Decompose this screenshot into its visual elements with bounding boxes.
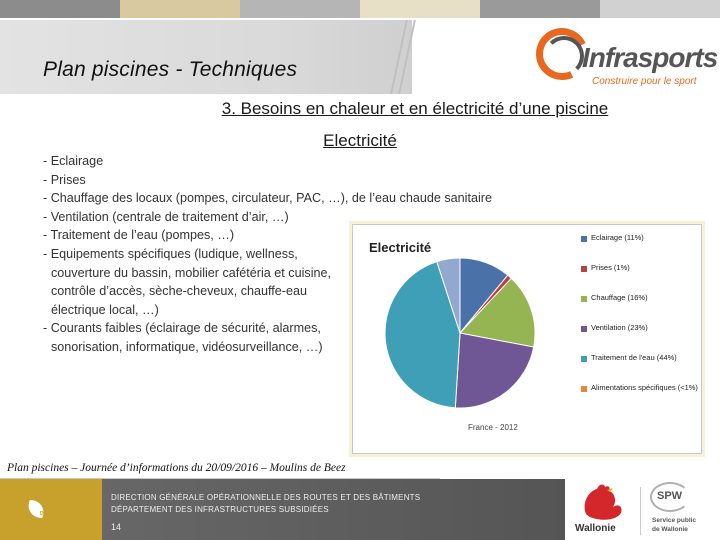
strip-segment xyxy=(0,0,120,18)
bullet-item: - Chauffage des locaux (pompes, circulateur, PAC, …), de l’eau chaude sanitaire xyxy=(43,191,492,206)
bullet-item: - Courants faibles (éclairage de sécurité, alarmes, xyxy=(43,321,321,336)
logo-brand: Infrasports xyxy=(582,42,718,73)
legend-label: Prises (1%) xyxy=(591,263,630,272)
legend-label: Eclairage (11%) xyxy=(591,233,644,242)
infrasports-logo xyxy=(520,20,720,92)
decorative-slash xyxy=(398,20,416,94)
logo-inner-ring-icon xyxy=(544,36,584,76)
legend-item xyxy=(581,353,701,383)
top-color-strip xyxy=(0,0,720,18)
legend-swatch xyxy=(581,266,587,272)
section-subheading: Electricité xyxy=(323,131,397,150)
bullet-item-continuation: électrique local, …) xyxy=(51,302,159,317)
bullet-item: - Eclairage xyxy=(43,154,104,168)
page-number: 14 xyxy=(111,522,122,532)
strip-segment xyxy=(480,0,600,18)
dgo-logo-icon xyxy=(26,499,56,523)
strip-segment xyxy=(240,0,360,18)
legend-item xyxy=(581,323,701,353)
legend-swatch xyxy=(581,386,587,392)
legend-swatch xyxy=(581,296,587,302)
chart-legend xyxy=(581,233,701,413)
strip-segment xyxy=(120,0,240,18)
chart-title: Electricité xyxy=(369,240,432,255)
legend-swatch xyxy=(581,326,587,332)
legend-label: Ventilation (23%) xyxy=(591,323,648,332)
footer-bar xyxy=(0,479,720,540)
wallonie-rooster-icon xyxy=(577,481,627,523)
legend-swatch xyxy=(581,356,587,362)
bullet-item: - Ventilation (centrale de traitement d’air, …) xyxy=(43,209,289,224)
legend-item xyxy=(581,293,701,323)
legend-label: Alimentations spécifiques (<1%) xyxy=(591,383,698,392)
spw-label: SPW xyxy=(657,490,683,502)
spw-subtitle-1: Service public xyxy=(652,517,697,524)
legend-item xyxy=(581,383,701,413)
slide-title: Plan piscines - Techniques xyxy=(43,58,298,81)
direction-line-1: DIRECTION GÉNÉRALE OPÉRATIONNELLE DES ROUTES ET DES BÂTIMENTS xyxy=(111,493,421,502)
footer-separator xyxy=(640,487,641,535)
chart-panel xyxy=(352,224,702,454)
bullet-item-continuation: contrôle d’accès, sèche-cheveux, chauffe-eau xyxy=(51,284,307,299)
chart-frame xyxy=(349,221,705,457)
spw-subtitle-2: de Wallonie xyxy=(652,526,688,533)
bullet-item: - Equipements spécifiques (ludique, wellness, xyxy=(43,246,298,261)
bullet-item: - Traitement de l’eau (pompes, …) xyxy=(43,228,235,243)
section-heading: 3. Besoins en chaleur et en électricité d’une piscine xyxy=(221,99,609,118)
bullet-item: - Prises xyxy=(43,172,86,187)
logo-tagline: Construire pour le sport xyxy=(592,76,697,87)
bullet-item-continuation: sonorisation, informatique, vidéosurveillance, …) xyxy=(51,339,323,354)
dgo-label: DGO 1 xyxy=(40,511,56,517)
legend-label: Chauffage (16%) xyxy=(591,293,648,302)
wallonie-label: Wallonie xyxy=(575,523,616,534)
legend-item xyxy=(581,233,701,263)
legend-swatch xyxy=(581,236,587,242)
legend-item xyxy=(581,263,701,293)
strip-segment xyxy=(360,0,480,18)
strip-segment xyxy=(600,0,720,18)
legend-label: Traitement de l'eau (44%) xyxy=(591,353,677,362)
event-footer-text: Plan piscines – Journée d’informations du 20/09/2016 – Moulins de Beez xyxy=(7,462,346,474)
bullet-item-continuation: couverture du bassin, mobilier cafétéria et cuisine, xyxy=(51,265,332,280)
direction-line-2: DÉPARTEMENT DES INFRASTRUCTURES SUBSIDIÉES xyxy=(111,505,329,514)
chart-source-note: France - 2012 xyxy=(468,423,518,432)
title-bar xyxy=(0,20,412,94)
